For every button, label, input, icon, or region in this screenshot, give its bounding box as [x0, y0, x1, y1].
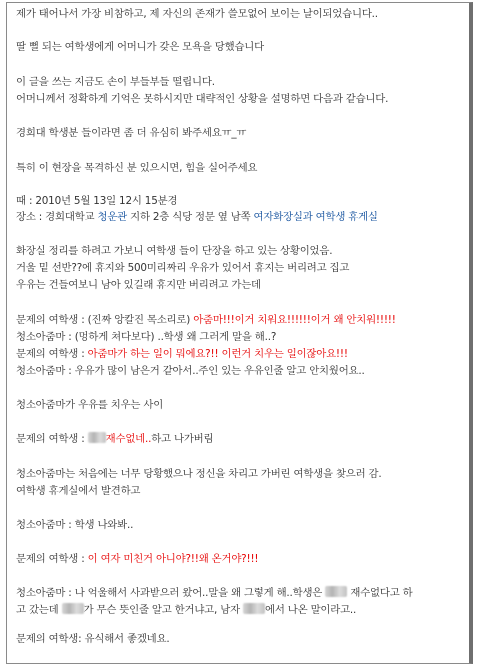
post-line: 경희대 학생분 들이라면 좀 더 유심히 봐주세요ㅠ_ㅠ — [16, 127, 247, 139]
dialogue-line — [16, 346, 348, 362]
post-line: 이 글을 쓰는 지금도 손이 부들부들 떨립니다. — [16, 76, 215, 88]
dialogue-line — [16, 312, 396, 328]
narration: 가 무슨 뜻인줄 알고 한거냐고, 남자 — [83, 604, 244, 616]
narration: 고 갔는데 — [16, 604, 62, 616]
post-line: 청소아줌마가 우유를 치우는 사이 — [16, 399, 164, 411]
post-line: 청소아줌마는 처음에는 너무 당황했으나 정신을 차리고 가버린 여학생을 찾으러 감. — [16, 468, 382, 480]
speaker-text: 청소아줌마 : 나 억울해서 사과받으러 왔어..말을 왜 그렇게 해..학생은 — [16, 587, 326, 599]
quote-red: 이 여자 미친거 아니야?!!왜 온거야?!!! — [87, 553, 259, 565]
dialogue-line — [16, 431, 213, 447]
quote-red: 아줌마!!!이거 치워요!!!!!!이거 왜 안치워!!!!! — [193, 314, 396, 326]
post-line: 특히 이 현장을 목격하신 분 있으시면, 힘을 실어주세요 — [16, 162, 258, 174]
quote-red: 재수없네.. — [105, 433, 152, 445]
post-line: 어머니께서 정확하게 기억은 못하시지만 대략적인 상황을 설명하면 다음과 같습니다. — [16, 93, 389, 105]
place-location: 여자화장실과 여학생 휴게실 — [253, 211, 378, 223]
narration: 에서 나온 말이라고.. — [265, 604, 357, 616]
censored-text — [243, 603, 265, 614]
post-line: 화장실 정리를 하려고 가보니 여학생 들이 단장을 하고 있는 상황이었음. — [16, 245, 333, 257]
place-detail: 지하 2층 식당 정문 옆 남쪽 — [127, 211, 254, 223]
speaker: 문제의 여학생 : — [16, 433, 88, 445]
post-line: 우유는 건들여보니 남아 있길래 휴지만 버리려고 가는데 — [16, 279, 261, 291]
censored-text — [325, 586, 347, 597]
narration: 하고 나가버림 — [151, 433, 214, 445]
speaker: 문제의 여학생 : — [16, 348, 88, 360]
narration: 재수없다고 하 — [347, 587, 413, 599]
post-line: 여학생 휴게실에서 발견하고 — [16, 485, 141, 497]
post-line: 거울 밑 선반??에 휴지와 500미리짜리 우유가 있어서 휴지는 버리려고 집고 — [16, 262, 350, 274]
post-line: 딸 뻘 되는 여학생에게 어머니가 갖은 모욕을 당했습니다 — [16, 41, 264, 53]
dialogue-line — [16, 585, 412, 601]
speaker: 문제의 여학생 : (진짜 앙칼진 목소리로) — [16, 314, 194, 326]
incident-time: 때 : 2010년 5월 13일 12시 15분경 — [16, 195, 178, 207]
incident-place — [16, 209, 378, 225]
dialogue-line: 문제의 여학생: 유식해서 좋겠네요. — [16, 633, 170, 645]
speaker: 문제의 여학생 : — [16, 553, 88, 565]
post-line: 제가 태어나서 가장 비참하고, 제 자신의 존재가 쓸모없어 보이는 날이되었습니다.. — [16, 8, 378, 20]
censored-text — [88, 432, 106, 443]
place-building: 청운관 — [97, 211, 127, 223]
dialogue-line: 청소아줌마 : 우유가 많이 남은거 같아서..주인 있는 우유인줄 알고 안치웠어요.. — [16, 365, 365, 377]
censored-text — [62, 603, 84, 614]
quote-red: 아줌마가 하는 일이 뭐에요?!! 이런거 치우는 일이잖아요!!! — [87, 348, 348, 360]
dialogue-line — [16, 551, 258, 567]
dialogue-line: 청소아줌마 : 학생 나와봐.. — [16, 519, 134, 531]
dialogue-line: 청소아줌마 : (멍하게 쳐다보다) ..학생 왜 그러게 말을 해..? — [16, 331, 277, 343]
place-label: 장소 : 경희대학교 — [16, 211, 98, 223]
dialogue-line — [16, 602, 356, 618]
